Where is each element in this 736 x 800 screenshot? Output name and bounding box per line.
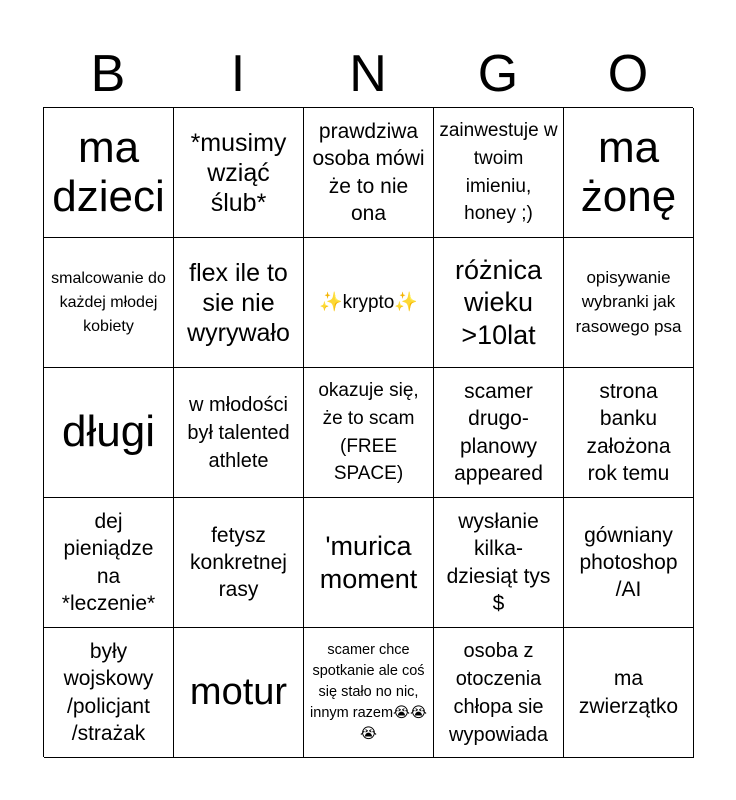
bingo-cell-r4c3[interactable] [304,498,434,628]
header-letter-i: I [230,45,246,103]
cell-text: różnica wieku >10lat [454,254,543,350]
bingo-cell-r5c4[interactable] [434,628,564,758]
bingo-cell-r4c5[interactable] [564,498,694,628]
bingo-cell-r2c2[interactable] [174,238,304,368]
cell-text: ma zwierzątko [578,667,679,718]
bingo-cell-r2c4[interactable] [434,238,564,368]
header-letter-n: N [349,45,387,103]
cell-text: osoba z otoczenia chłopa sie wypowiada [449,639,548,746]
bingo-cell-r3c5[interactable] [564,368,694,498]
cell-text: scamer drugo-planowy appeared [454,379,543,485]
bingo-cell-r1c1[interactable] [44,108,174,238]
cell-text: ✨krypto✨ [318,291,419,313]
bingo-cell-r1c3[interactable] [304,108,434,238]
bingo-cell-r2c1[interactable] [44,238,174,368]
cell-text: długi [62,407,155,457]
bingo-cell-r1c2[interactable] [174,108,304,238]
bingo-cell-r3c3[interactable] [304,368,434,498]
bingo-cell-r5c2[interactable] [174,628,304,758]
bingo-cell-r4c1[interactable] [44,498,174,628]
cell-text: gówniany photoshop /AI [579,523,678,602]
cell-text: w młodości był talented athlete [187,393,290,472]
cell-text: opisywanie wybranki jak rasowego psa [575,267,682,336]
cell-text: *musimy wziąć ślub* [190,128,287,217]
cell-text: smalcowanie do każdej młodej kobiety [51,269,166,335]
bingo-cell-r3c4[interactable] [434,368,564,498]
header-letter-b: B [90,45,126,103]
cell-text: prawdziwa osoba mówi że to nie ona [312,119,425,225]
cell-text: strona banku założona rok temu [586,379,671,485]
bingo-cell-r2c3[interactable] [304,238,434,368]
cell-text: wysłanie kilka-dziesiąt tys $ [446,509,551,615]
cell-text: ma dzieci [52,123,165,221]
bingo-cell-r3c2[interactable] [174,368,304,498]
bingo-cell-r3c1[interactable] [44,368,174,498]
header-letter-o: O [607,45,649,103]
bingo-board [43,107,693,757]
header-letter-g: G [477,45,519,103]
bingo-cell-r1c5[interactable] [564,108,694,238]
cell-text: flex ile to sie nie wyrywało [187,258,290,347]
bingo-header [43,40,693,108]
cell-text: ma żonę [580,123,677,221]
cell-text: scamer chce spotkanie ale coś się stało no nic, innym razem😭😭😭 [310,641,427,743]
cell-text: dej pieniądze na *leczenie* [61,509,156,615]
cell-text: zainwestuje w twoim imieniu, honey ;) [439,120,558,225]
cell-text: okazuje się, że to scam (FREE SPACE) [318,380,419,485]
bingo-cell-r2c5[interactable] [564,238,694,368]
bingo-cell-r4c4[interactable] [434,498,564,628]
bingo-cell-r4c2[interactable] [174,498,304,628]
cell-text: motur [189,670,288,713]
bingo-cell-r1c4[interactable] [434,108,564,238]
bingo-cell-r5c3[interactable] [304,628,434,758]
cell-text: 'murica moment [319,531,418,594]
bingo-cell-r5c5[interactable] [564,628,694,758]
bingo-cell-r5c1[interactable] [44,628,174,758]
cell-text: fetysz konkretnej rasy [190,523,287,602]
cell-text: były wojskowy /policjant /strażak [63,639,154,745]
